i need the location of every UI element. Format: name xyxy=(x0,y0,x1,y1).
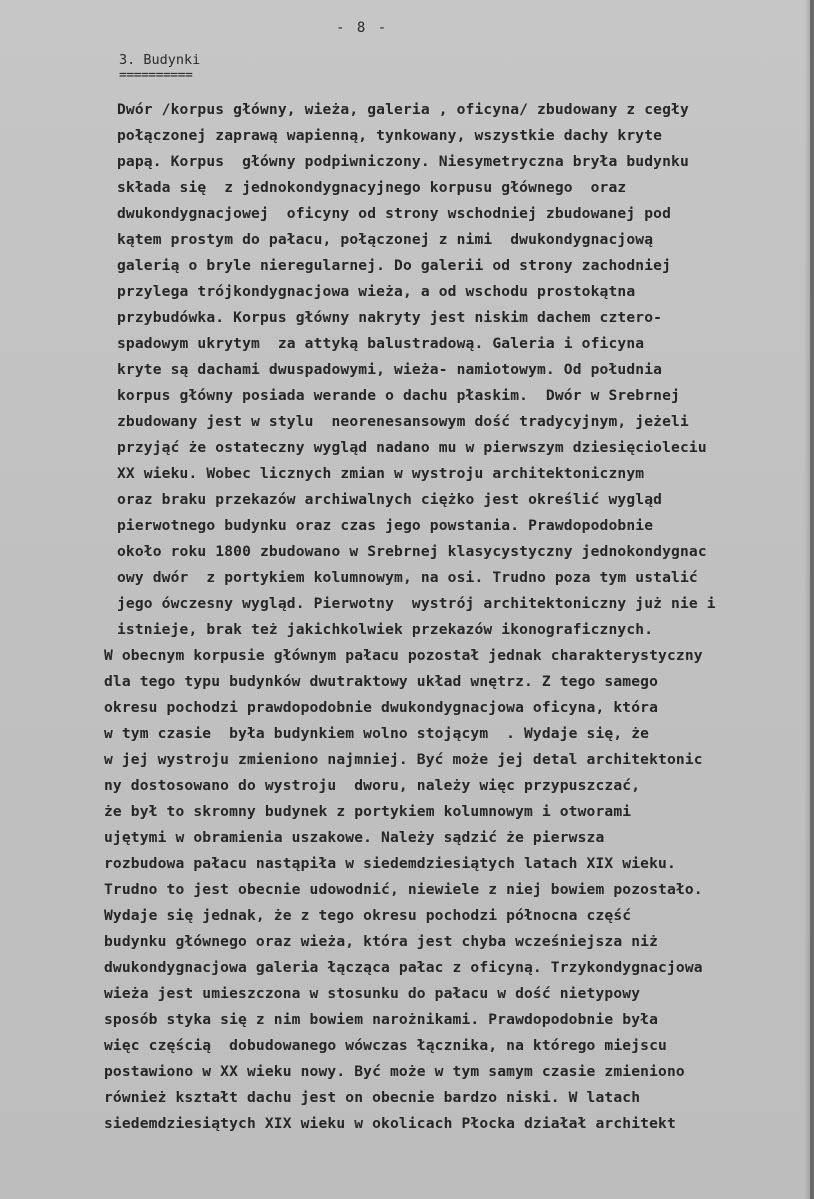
text-line: budynku głównego oraz wieża, która jest chyba wcześniejsza niż xyxy=(104,933,659,950)
text-line: W obecnym korpusie głównym pałacu pozostał jednak charakterystyczny xyxy=(104,647,703,664)
text-line: sposób styka się z nim bowiem narożnikami. Prawdopodobnie była xyxy=(104,1011,659,1028)
text-line: oraz braku przekazów archiwalnych ciężko jest określić wygląd xyxy=(117,491,663,508)
text-line: połączonej zaprawą wapienną, tynkowany, wszystkie dachy kryte xyxy=(117,127,663,144)
text-line: okresu pochodzi prawdopodobnie dwukondygnacjowa oficyna, która xyxy=(104,699,659,716)
text-line: w jej wystroju zmieniono najmniej. Być może jej detal architektonic xyxy=(104,751,703,768)
text-line: Dwór /korpus główny, wieża, galeria , oficyna/ zbudowany z cegły xyxy=(117,101,689,118)
text-line: również kształt dachu jest on obecnie bardzo niski. W latach xyxy=(104,1089,641,1106)
text-line: jego ówczesny wygląd. Pierwotny wystrój architektoniczny już nie i xyxy=(117,595,716,612)
section-underline: ========== xyxy=(119,68,193,83)
text-line: galerią o bryle nieregularnej. Do galerii od strony zachodniej xyxy=(117,257,672,274)
text-line: korpus główny posiada werande o dachu płaskim. Dwór w Srebrnej xyxy=(117,387,680,404)
text-line: zbudowany jest w stylu neorenesansowym dość tradycyjnym, jeżeli xyxy=(117,413,689,430)
text-line: więc częścią dobudowanego wówczas łącznika, na którego miejscu xyxy=(104,1037,667,1054)
text-line: istnieje, brak też jakichkolwiek przekazów ikonograficznych. xyxy=(117,621,654,638)
text-line: w tym czasie była budynkiem wolno stojącym . Wydaje się, że xyxy=(104,725,650,742)
text-line: przyjąć że ostateczny wygląd nadano mu w pierwszym dziesięcioleciu xyxy=(117,439,707,456)
text-line: siedemdziesiątych XIX wieku w okolicach Płocka działał architekt xyxy=(104,1115,676,1132)
text-line: Wydaje się jednak, że z tego okresu pochodzi północna część xyxy=(104,907,632,924)
text-line: wieża jest umieszczona w stosunku do pałacu w dość nietypowy xyxy=(104,985,641,1002)
text-line: rozbudowa pałacu nastąpiła w siedemdziesiątych latach XIX wieku. xyxy=(104,855,676,872)
text-line: dwukondygnacjowej oficyny od strony wschodniej zbudowanej pod xyxy=(117,205,672,222)
text-line: ny dostosowano do wystroju dworu, należy więc przypuszczać, xyxy=(104,777,641,794)
text-line: spadowym ukrytym za attyką balustradową. Galeria i oficyna xyxy=(117,335,645,352)
text-line: ujętymi w obramienia uszakowe. Należy sądzić że pierwsza xyxy=(104,829,605,846)
text-line: papą. Korpus główny podpiwniczony. Niesymetryczna bryła budynku xyxy=(117,153,689,170)
text-line: kryte są dachami dwuspadowymi, wieża- namiotowym. Od południa xyxy=(117,361,663,378)
text-line: XX wieku. Wobec licznych zmian w wystroju architektonicznym xyxy=(117,465,645,482)
text-line: składa się z jednokondygnacyjnego korpusu głównego oraz xyxy=(117,179,627,196)
text-line: około roku 1800 zbudowano w Srebrnej klasycystyczny jednokondygnac xyxy=(117,543,707,560)
page-number: - 8 - xyxy=(336,20,389,36)
text-line: pierwotnego budynku oraz czas jego powstania. Prawdopodobnie xyxy=(117,517,654,534)
text-line: Trudno to jest obecnie udowodnić, niewiele z niej bowiem pozostało. xyxy=(104,881,703,898)
text-line: dwukondygnacjowa galeria łącząca pałac z oficyną. Trzykondygnacjowa xyxy=(104,959,703,976)
text-line: przylega trójkondygnacjowa wieża, a od wschodu prostokątna xyxy=(117,283,636,300)
text-line: że był to skromny budynek z portykiem kolumnowym i otworami xyxy=(104,803,632,820)
section-title: 3. Budynki xyxy=(119,52,201,68)
text-line: owy dwór z portykiem kolumnowym, na osi. Trudno poza tym ustalić xyxy=(117,569,698,586)
text-line: przybudówka. Korpus główny nakryty jest niskim dachem cztero- xyxy=(117,309,663,326)
text-line: postawiono w XX wieku nowy. Być może w tym samym czasie zmieniono xyxy=(104,1063,685,1080)
text-line: kątem prostym do pałacu, połączonej z nimi dwukondygnacjową xyxy=(117,231,654,248)
text-line: dla tego typu budynków dwutraktowy układ wnętrz. Z tego samego xyxy=(104,673,659,690)
